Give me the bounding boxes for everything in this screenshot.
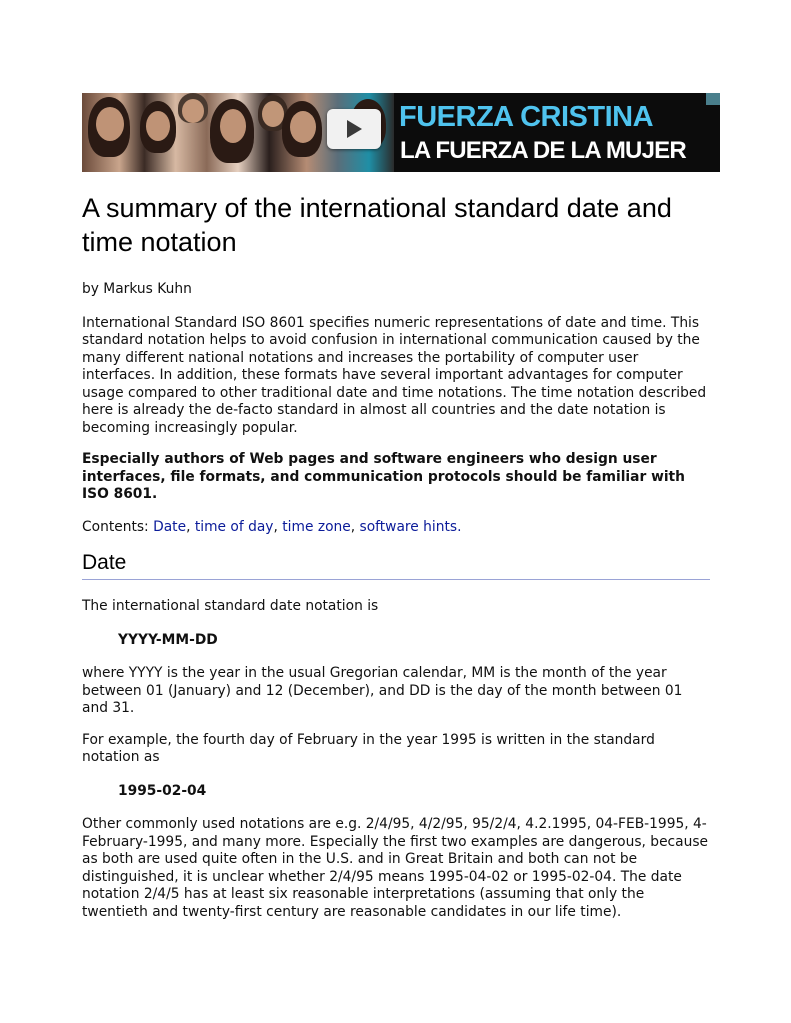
contents-line: Contents: Date, time of day, time zone, software hints. — [82, 518, 462, 535]
date-example: 1995-02-04 — [118, 782, 207, 799]
fuerza-cristina-banner[interactable] — [82, 93, 720, 172]
audience-note: Especially authors of Web pages and software engineers who design user interfaces, file formats, and communication protocols should be familiar with ISO 8601. — [82, 451, 685, 502]
contents-link-software-hints[interactable]: software hints. — [359, 518, 462, 535]
date-format-explanation: where YYYY is the year in the usual Gregorian calendar, MM is the month of the year between 01 (January) and 12 (December), and DD is the day of the month between 01 and 31. — [82, 665, 683, 716]
date-notation-intro: The international standard date notation is — [82, 598, 379, 614]
contents-link-date[interactable]: Date — [153, 518, 187, 535]
intro-paragraph: International Standard ISO 8601 specifies numeric representations of date and time. This standard notation helps to avoid confusion in international communication caused by the many different national notations and increases the portability of computer user interfaces. In addition, these formats have several important advantages for computer usage compared to other traditional date and time notations. The time notation described here is already the de-facto standard in almost all countries and the date notation is becoming increasingly popular. — [82, 314, 707, 436]
contents-label: Contents: — [82, 518, 154, 535]
date-format: YYYY-MM-DD — [118, 631, 218, 648]
video-play-button[interactable] — [327, 109, 381, 149]
banner-subtitle: LA FUERZA DE LA MUJER — [400, 137, 686, 164]
other-notations-paragraph: Other commonly used notations are e.g. 2/4/95, 4/2/95, 95/2/4, 4.2.1995, 04-FEB-1995, 4-February-1995, and many more. Especially the first two examples are dangerous, because as both are used quite often in the U.S. and in Great Britain and both can not be distinguished, it is unclear whether 2/4/95 means 1995-04-02 or 1995-02-04. The date notation 2/4/5 has at least six reasonable interpretations (assuming that only the twentieth and twenty-first century are reasonable candidates in our life time). — [82, 816, 709, 920]
date-example-intro: For example, the fourth day of February in the year 1995 is written in the standard notation as — [82, 731, 655, 765]
play-icon — [347, 120, 362, 138]
byline: by Markus Kuhn — [82, 281, 192, 297]
contents-link-time-zone[interactable]: time zone — [282, 518, 351, 535]
banner-title: FUERZA CRISTINA — [399, 101, 654, 133]
contents-link-time-of-day[interactable]: time of day — [194, 518, 274, 535]
section-heading-date: Date — [82, 550, 710, 580]
banner-corner-mark — [706, 93, 720, 105]
page-title: A summary of the international standard date and time notation — [82, 193, 672, 257]
page-content — [82, 93, 710, 921]
